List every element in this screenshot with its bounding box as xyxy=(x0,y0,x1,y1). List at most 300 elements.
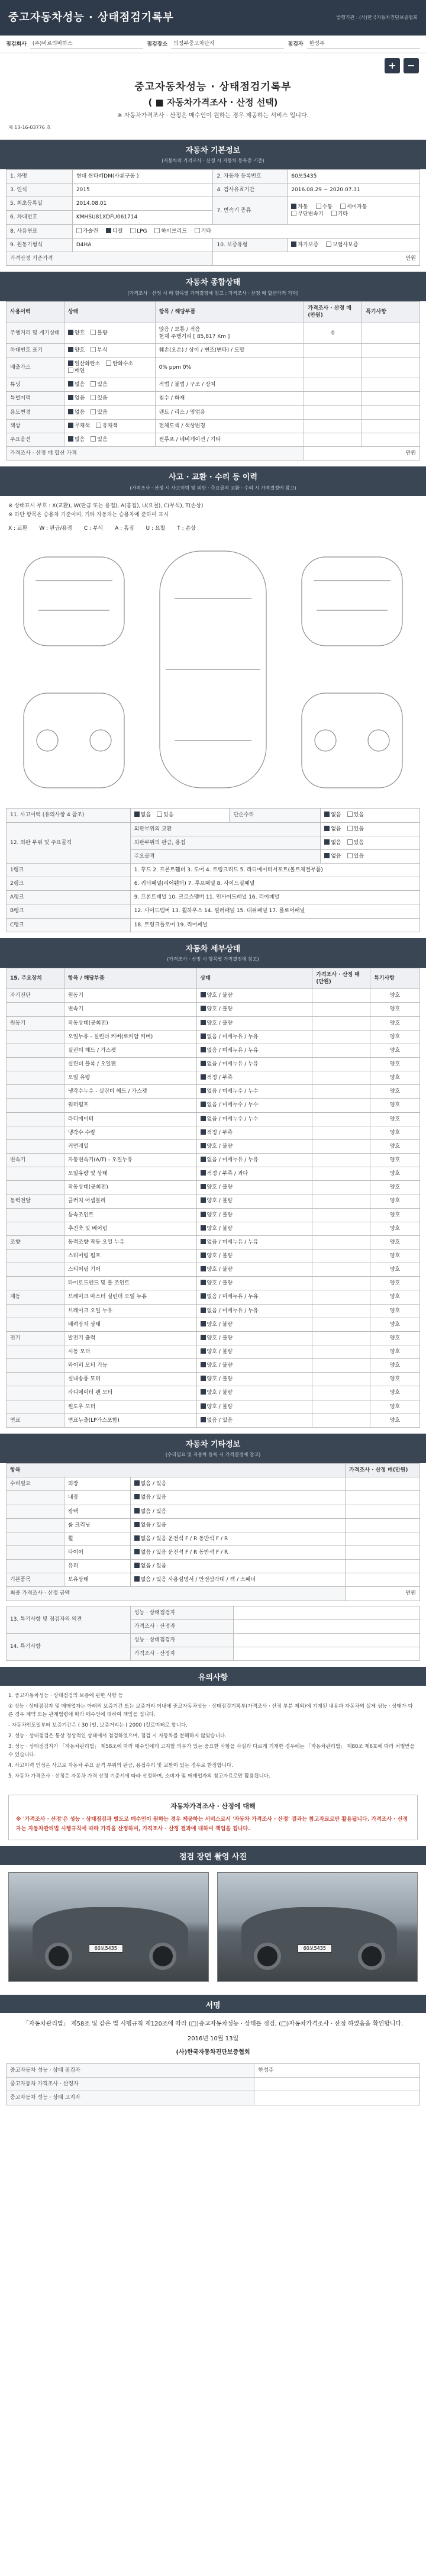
detail-remark: 양호 xyxy=(370,1112,420,1126)
table-row xyxy=(7,343,420,357)
table-row xyxy=(7,1518,420,1532)
accident-history-options xyxy=(130,809,230,822)
detail-state-label: 양호 / 불량 xyxy=(206,1006,233,1013)
checkbox-icon[interactable] xyxy=(201,1308,206,1313)
detail-group xyxy=(7,1003,64,1016)
detail-item: 라디에이터 팬 모터 xyxy=(64,1386,196,1400)
other-price xyxy=(346,1477,420,1491)
detail-group xyxy=(7,1057,64,1071)
model-value: 현대 싼타페DM(사륜구동 ) xyxy=(72,169,213,183)
detail-item: 시동 모터 xyxy=(64,1345,196,1358)
checkbox-icon[interactable] xyxy=(201,1239,206,1244)
detail-price xyxy=(312,1003,370,1016)
status-options xyxy=(64,343,155,357)
checkbox-icon[interactable] xyxy=(201,1074,206,1080)
plate-label: 2. 자동차 등록번호 xyxy=(213,169,288,183)
sign-r3-label: 중고자동차 성능 · 상태 고지자 xyxy=(7,2091,254,2105)
other-options xyxy=(130,1518,345,1532)
table-row xyxy=(7,1249,420,1263)
checkbox-icon[interactable] xyxy=(201,1088,206,1093)
detail-item: 추진축 및 베어링 xyxy=(64,1222,196,1235)
opt-none: 없음 xyxy=(331,853,341,859)
front-lines xyxy=(36,581,112,610)
other-options xyxy=(130,1532,345,1545)
checkbox-icon[interactable] xyxy=(68,409,73,414)
detail-item: 워터펌프 xyxy=(64,1099,196,1112)
zoom-in-button[interactable]: + xyxy=(385,58,400,73)
checkbox-icon[interactable] xyxy=(195,228,200,233)
panel-weld-label: 외판부위의 판금, 용접 xyxy=(130,836,321,849)
status-remark xyxy=(362,378,420,392)
status-detail xyxy=(155,323,304,343)
checkbox-icon[interactable] xyxy=(134,1522,140,1527)
rank-parts: 9. 프론트패널 10. 크로스멤버 11. 인사이드패널 16. 리어패널 xyxy=(130,891,419,904)
checkbox-icon[interactable] xyxy=(201,1376,206,1381)
checkbox-icon[interactable] xyxy=(68,395,73,400)
notice-title: 유의사항 xyxy=(0,1667,426,1686)
table-row xyxy=(7,1112,420,1126)
detail-remark: 양호 xyxy=(370,1194,420,1208)
detail-head-2: 상태 xyxy=(196,968,312,989)
detail-state-label: 없음 / 미세누유 / 누유 xyxy=(206,1308,259,1314)
detail-price xyxy=(312,989,370,1003)
table-row xyxy=(7,1167,420,1181)
checkbox-icon[interactable] xyxy=(291,242,296,247)
checkbox-icon[interactable] xyxy=(201,1212,206,1217)
detail-group xyxy=(7,1044,64,1057)
checkbox-icon[interactable] xyxy=(201,1033,206,1039)
status-item-label: 색상 xyxy=(7,419,64,433)
notice-item: 5. 자동차 가격조사 · 산정은 자동차 가격 산정 기준서에 따라 산정하며, 소비자 및 매매업자의 참고자료로만 활용됩니다. xyxy=(8,1773,270,1779)
table-row xyxy=(7,323,420,343)
photo-row xyxy=(0,1865,426,1989)
detail-state-label: 양호 / 불량 xyxy=(206,1267,233,1273)
detail-group xyxy=(7,1181,64,1194)
fuel-diesel: 디젤 xyxy=(112,228,123,234)
checkbox-icon[interactable] xyxy=(324,812,330,817)
status-remark xyxy=(362,358,420,378)
other-item: 유리 xyxy=(64,1560,130,1573)
detail-state xyxy=(196,1277,312,1290)
basic-info-title: 자동차 기본정보 xyxy=(0,140,426,159)
detail-remark: 양호 xyxy=(370,1085,420,1099)
detail-price xyxy=(312,1304,370,1318)
checkbox-icon[interactable] xyxy=(201,1061,206,1066)
table-row xyxy=(7,1277,420,1290)
detail-state xyxy=(196,1386,312,1400)
status-item-label: 주요옵션 xyxy=(7,433,64,446)
detail-state xyxy=(196,1263,312,1277)
status-parts: 0% ppm 0% xyxy=(159,365,192,371)
checkbox-icon[interactable] xyxy=(106,228,111,233)
detail-item: 와이퍼 모터 기능 xyxy=(64,1359,196,1373)
checkbox-icon[interactable] xyxy=(324,839,330,845)
other-item: 내장 xyxy=(64,1491,130,1505)
first-reg-value: 2014.08.01 xyxy=(72,197,213,211)
detail-state-label: 없음 / 미세누유 / 누유 xyxy=(206,1157,259,1163)
detail-price xyxy=(312,1249,370,1263)
checkbox-icon[interactable] xyxy=(201,1266,206,1271)
other-options xyxy=(130,1491,345,1505)
opt-none: 없음 xyxy=(140,812,151,819)
checkbox-icon[interactable] xyxy=(68,368,73,373)
checkbox-icon[interactable] xyxy=(201,1348,206,1354)
other-group: 기본품목 xyxy=(7,1573,64,1587)
detail-state-label: 양호 / 불량 xyxy=(206,1143,233,1149)
detail-state-label: 없음 / 미세누유 / 누유 xyxy=(206,1294,259,1300)
detail-state-label: 없음 / 미세누수 / 누수 xyxy=(206,1116,259,1122)
checkbox-icon[interactable] xyxy=(201,992,206,997)
detail-table xyxy=(6,968,420,1428)
checkbox-icon[interactable] xyxy=(201,1321,206,1326)
detail-state xyxy=(196,1373,312,1386)
other-price xyxy=(346,1491,420,1505)
detail-group: 조향 xyxy=(7,1235,64,1249)
simple-repair-label: 단순수리 xyxy=(230,809,321,822)
engine-value: D4HA xyxy=(72,238,213,252)
status-item-label: 주행거리 및 계기상태 xyxy=(7,323,64,343)
detail-item: 냉각수 수량 xyxy=(64,1126,196,1139)
checkbox-icon[interactable] xyxy=(157,812,162,817)
option-label: 양호 xyxy=(74,347,85,353)
car-outline-diagram xyxy=(6,545,420,800)
checkbox-icon[interactable] xyxy=(68,436,73,442)
checkbox-icon[interactable] xyxy=(201,1403,206,1409)
remarks-table xyxy=(6,1606,420,1661)
q14b-value[interactable] xyxy=(234,1647,420,1660)
sign-r2-label: 중고자동차 가격조사 · 산정자 xyxy=(7,2078,254,2091)
zoom-out-button[interactable]: − xyxy=(404,58,419,73)
checkbox-icon[interactable] xyxy=(154,228,160,233)
frame-options xyxy=(321,849,420,863)
accident-sub: (가격조사 · 산정 시 사고이력 및 외판 · 주요골격 교환 · 수리 시 가격결정에 참고) xyxy=(0,485,426,497)
checkbox-icon[interactable] xyxy=(96,423,101,428)
detail-state-label: 양호 / 불량 xyxy=(206,1335,233,1341)
detail-remark: 양호 xyxy=(370,1277,420,1290)
option-label: 없음 xyxy=(74,382,85,388)
checkbox-icon[interactable] xyxy=(130,228,135,233)
detail-state xyxy=(196,1400,312,1413)
checkbox-icon[interactable] xyxy=(91,347,96,352)
other-price xyxy=(346,1505,420,1518)
detail-head-0: 15. 주요장치 xyxy=(7,968,64,989)
checkbox-icon[interactable] xyxy=(68,381,73,387)
checkbox-icon[interactable] xyxy=(326,242,331,247)
status-parts: 전체도색 / 색상변경 xyxy=(159,423,205,429)
opt-yes: 있음 xyxy=(353,826,364,832)
wheel-icon xyxy=(90,730,111,751)
status-sub: (가격조사 · 산정 시 매 항목별 가격결정에 참고 : 가격조사 · 산정 매 합산가격 기재) xyxy=(0,291,426,302)
sign-title: 서명 xyxy=(0,1995,426,2014)
table-row xyxy=(7,1030,420,1044)
accident-title: 사고 · 교환 · 수리 등 이력 xyxy=(0,466,426,485)
checkbox-icon[interactable] xyxy=(91,409,96,414)
table-row xyxy=(7,1505,420,1518)
doc-heading xyxy=(0,75,426,123)
checkbox-icon[interactable] xyxy=(68,360,73,366)
checkbox-icon[interactable] xyxy=(106,360,111,366)
vin-value: KMHSU81XDFU061714 xyxy=(72,211,213,224)
detail-sub: (가격조사 · 산정 시 항목별 가격결정에 참고) xyxy=(0,957,426,968)
detail-state-label: 적정 / 부족 xyxy=(206,1129,233,1136)
status-item-label: 튜닝 xyxy=(7,378,64,392)
checkbox-icon[interactable] xyxy=(76,228,82,233)
checkbox-icon[interactable] xyxy=(68,347,73,352)
detail-item: 라디에이터 xyxy=(64,1112,196,1126)
rear-view xyxy=(302,557,402,646)
detail-state-label: 양호 / 불량 xyxy=(206,1020,233,1026)
frame-label: 주요골격 xyxy=(130,849,321,863)
checkbox-icon[interactable] xyxy=(331,211,337,216)
checkbox-icon[interactable] xyxy=(134,1563,140,1568)
detail-remark: 양호 xyxy=(370,1030,420,1044)
apply-box xyxy=(8,1795,418,1840)
inspection-photo-rear xyxy=(217,1872,418,1982)
status-remark xyxy=(362,405,420,419)
checkbox-icon[interactable] xyxy=(68,330,73,335)
detail-state xyxy=(196,1057,312,1071)
status-remark xyxy=(362,433,420,446)
table-row xyxy=(7,1304,420,1318)
checkbox-icon[interactable] xyxy=(347,826,353,831)
sign-r2-value xyxy=(254,2078,420,2091)
other-option-label: 없음 / 있음 xyxy=(140,1481,167,1487)
sign-date: 2016년 10월 13일 xyxy=(187,2036,239,2043)
rank-parts: 12. 사이드멤버 13. 휠하우스 14. 필러패널 15. 대쉬패널 17. 플로어패널 xyxy=(130,904,419,918)
other-head-1: 가격조사 · 산정 매(만원) xyxy=(346,1464,420,1477)
detail-state-label: 양호 / 불량 xyxy=(206,1184,233,1191)
other-group xyxy=(7,1545,64,1559)
front-view xyxy=(24,557,124,646)
detail-item: 브레이크 오일 누유 xyxy=(64,1304,196,1318)
q14-label: 14. 특기사항 xyxy=(7,1633,131,1660)
checkbox-icon[interactable] xyxy=(201,1197,206,1203)
checkbox-icon[interactable] xyxy=(324,853,330,858)
checkbox-icon[interactable] xyxy=(347,839,353,845)
status-remark xyxy=(362,323,420,343)
checkbox-icon[interactable] xyxy=(201,1389,206,1395)
vin-label: 6. 차대번호 xyxy=(7,211,73,224)
status-price xyxy=(304,378,362,392)
accident-history-label: 11. 사고이력 (유의사항 4 참조) xyxy=(7,809,131,822)
detail-item: 오일 유량 xyxy=(64,1071,196,1085)
detail-state-label: 없음 / 미세누수 / 누수 xyxy=(206,1089,259,1095)
status-options xyxy=(64,392,155,405)
table-row xyxy=(7,1318,420,1331)
checkbox-icon[interactable] xyxy=(340,204,346,209)
checkbox-icon[interactable] xyxy=(91,436,96,442)
status-detail xyxy=(155,419,304,433)
other-item: 휠 xyxy=(64,1532,130,1545)
checkbox-icon[interactable] xyxy=(91,381,96,387)
checkbox-icon[interactable] xyxy=(134,1480,140,1486)
table-row xyxy=(7,1085,420,1099)
checkbox-icon[interactable] xyxy=(134,1508,140,1514)
final-price-label: 최종 가격조사 · 산정 금액 xyxy=(7,1587,346,1601)
gearbox-auto: 자동 xyxy=(298,204,308,210)
checkbox-icon[interactable] xyxy=(134,1576,140,1582)
checkbox-icon[interactable] xyxy=(347,853,353,858)
sign-block xyxy=(0,2013,426,2063)
option-label: 없음 xyxy=(74,395,85,402)
checkbox-icon[interactable] xyxy=(91,395,96,400)
detail-price xyxy=(312,1290,370,1304)
gearbox-etc: 기타 xyxy=(337,211,348,217)
detail-price xyxy=(312,1194,370,1208)
detail-state xyxy=(196,1345,312,1358)
table-row xyxy=(7,1181,420,1194)
checkbox-icon[interactable] xyxy=(201,1335,206,1340)
opt-yes: 있음 xyxy=(353,812,364,819)
detail-state xyxy=(196,1235,312,1249)
rank-label: B랭크 xyxy=(7,904,131,918)
detail-price xyxy=(312,1277,370,1290)
detail-item: 스티어링 기어 xyxy=(64,1263,196,1277)
other-option-label: 없음 / 있음 운전석 F / R 동반석 F / R xyxy=(140,1549,228,1556)
checkbox-icon[interactable] xyxy=(201,1047,206,1052)
opt-yes: 있음 xyxy=(353,853,364,859)
checkbox-icon[interactable] xyxy=(201,1116,206,1121)
other-item: 타이어 xyxy=(64,1545,130,1559)
detail-group xyxy=(7,1373,64,1386)
detail-group xyxy=(7,1208,64,1222)
checkbox-icon[interactable] xyxy=(201,1252,206,1258)
detail-state-label: 적정 / 부족 / 과다 xyxy=(206,1171,248,1177)
detail-group xyxy=(7,1222,64,1235)
status-options xyxy=(64,378,155,392)
status-item-label: 특별이력 xyxy=(7,392,64,405)
table-row xyxy=(7,1263,420,1277)
sign-r1-label: 중고자동차 성능 · 상태 점검자 xyxy=(7,2064,254,2078)
inspector-label: 점검자 xyxy=(288,41,304,47)
checkbox-icon[interactable] xyxy=(201,1293,206,1299)
other-options xyxy=(130,1573,345,1587)
detail-item: 동력조향 작동 오일 누유 xyxy=(64,1235,196,1249)
detail-group xyxy=(7,1345,64,1358)
accident-note: ※ 상태표시 부호 : X(교환), W(판금 또는 용접), A(흠집), U(요철), C(부식), T(손상) xyxy=(8,503,204,510)
option-label: 유채색 xyxy=(102,423,118,429)
other-price xyxy=(346,1573,420,1587)
detail-state xyxy=(196,1099,312,1112)
option-label: 불량 xyxy=(97,330,108,336)
other-price xyxy=(346,1532,420,1545)
sign-org: (사)한국자동차진단보증협회 xyxy=(176,2049,250,2056)
detail-remark: 양호 xyxy=(370,1400,420,1413)
status-options xyxy=(64,419,155,433)
option-label: 없음 xyxy=(74,436,85,443)
q13b-value[interactable] xyxy=(234,1619,420,1633)
basic-info-sub: (자동차의 가격조사 · 산정 시 자동차 등록증 기준) xyxy=(0,158,426,169)
legend-item: X : 교환 xyxy=(8,526,28,532)
status-item-label: 용도변경 xyxy=(7,405,64,419)
panel-exchange-options xyxy=(321,822,420,836)
panel-label: 12. 외판 부위 및 주요골격 xyxy=(7,822,131,863)
checkbox-icon[interactable] xyxy=(324,826,330,831)
detail-remark: 양호 xyxy=(370,1057,420,1071)
checkbox-icon[interactable] xyxy=(201,1280,206,1285)
detail-price xyxy=(312,1263,370,1277)
checkbox-icon[interactable] xyxy=(201,1157,206,1162)
detail-price xyxy=(312,1030,370,1044)
q14a-value[interactable] xyxy=(234,1633,420,1647)
checkbox-icon[interactable] xyxy=(68,423,73,428)
checkbox-icon[interactable] xyxy=(316,204,321,209)
detail-group: 자기진단 xyxy=(7,989,64,1003)
checkbox-icon[interactable] xyxy=(201,1184,206,1189)
detail-group: 원동기 xyxy=(7,1016,64,1030)
detail-group xyxy=(7,1099,64,1112)
detail-state-label: 없음 / 미세누수 / 누수 xyxy=(206,1102,259,1109)
other-option-label: 없음 / 있음 xyxy=(140,1495,167,1501)
detail-state xyxy=(196,1331,312,1345)
doc-number: 제 13-16-03776 호 xyxy=(8,124,51,130)
detail-price xyxy=(312,1208,370,1222)
status-detail xyxy=(155,405,304,419)
checkbox-icon[interactable] xyxy=(201,1362,206,1367)
checkbox-icon[interactable] xyxy=(201,1225,206,1231)
checkbox-icon[interactable] xyxy=(347,812,353,817)
table-row xyxy=(7,1400,420,1413)
checkbox-icon[interactable] xyxy=(291,211,296,216)
detail-item: 발전기 출력 xyxy=(64,1331,196,1345)
opt-none: 없음 xyxy=(331,812,341,819)
status-options xyxy=(64,358,155,378)
checkbox-icon[interactable] xyxy=(291,204,296,209)
warranty-insurance: 보험사보증 xyxy=(332,242,359,248)
status-parts: 많음 / 보통 / 적음 xyxy=(159,326,201,333)
detail-state-label: 양호 / 불량 xyxy=(206,1363,233,1369)
checkbox-icon[interactable] xyxy=(201,1143,206,1148)
detail-state xyxy=(196,1359,312,1373)
checkbox-icon[interactable] xyxy=(201,1170,206,1176)
checkbox-icon[interactable] xyxy=(201,1006,206,1011)
status-detail xyxy=(155,378,304,392)
status-price xyxy=(304,419,362,433)
checkbox-icon[interactable] xyxy=(201,1129,206,1135)
detail-item: 스티어링 펌프 xyxy=(64,1249,196,1263)
detail-state xyxy=(196,1222,312,1235)
other-price xyxy=(346,1518,420,1532)
detail-price xyxy=(312,1126,370,1139)
checkbox-icon[interactable] xyxy=(201,1020,206,1025)
other-option-label: 없음 / 있음 운전석 F / R 동반석 F / R xyxy=(140,1535,228,1542)
table-row xyxy=(7,1290,420,1304)
checkbox-icon[interactable] xyxy=(134,1535,140,1541)
checkbox-icon[interactable] xyxy=(134,1549,140,1554)
detail-item: 배력장치 상태 xyxy=(64,1318,196,1331)
checkbox-icon[interactable] xyxy=(91,330,96,335)
detail-item: 자동변속기(A/T) - 오일누유 xyxy=(64,1153,196,1167)
sign-text: 「자동차관리법」 제58조 및 같은 법 시행규칙 제120조에 따라 (□)중고자동차성능 · 상태를 점검, (□)자동차가격조사 · 산정 하였음을 확인합니다. xyxy=(22,2021,404,2028)
other-table xyxy=(6,1463,420,1601)
detail-state-label: 없음 / 미세누유 / 누유 xyxy=(206,1061,259,1067)
place-value: 의정부중고차단지 xyxy=(171,39,284,49)
detail-remark: 양호 xyxy=(370,1413,420,1427)
detail-group xyxy=(7,1085,64,1099)
checkbox-icon[interactable] xyxy=(134,1494,140,1499)
status-table xyxy=(6,301,420,461)
q13a-value[interactable] xyxy=(234,1606,420,1619)
panel-weld-options xyxy=(321,836,420,849)
checkbox-icon[interactable] xyxy=(134,812,140,817)
plate-text-2: 60보5435 xyxy=(298,1944,332,1953)
checkbox-icon[interactable] xyxy=(201,1102,206,1107)
sign-r3-value xyxy=(254,2091,420,2105)
detail-group xyxy=(7,1071,64,1085)
rear-lines xyxy=(314,581,390,610)
status-head-3: 가격조사 · 산정 매(만원) xyxy=(304,302,362,323)
checkbox-icon[interactable] xyxy=(201,1417,206,1422)
